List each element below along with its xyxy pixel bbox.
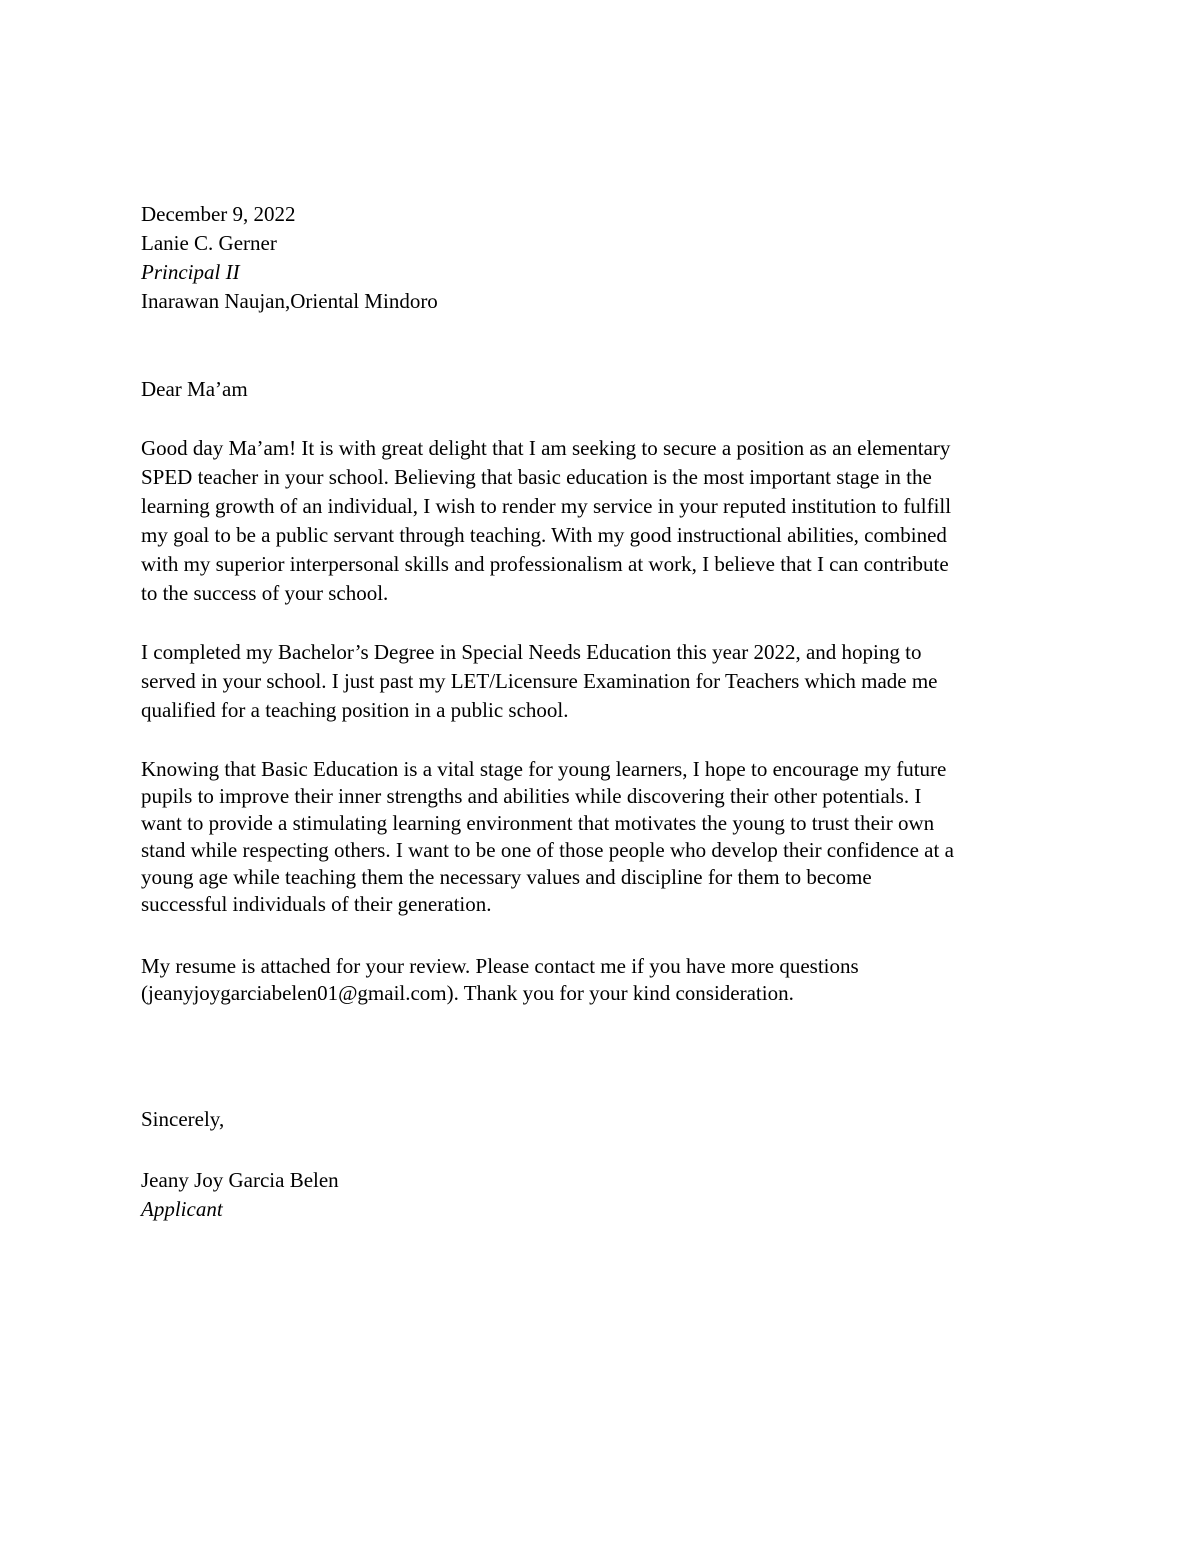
paragraph-line: served in your school. I just past my LET/Licensure Examination for Teachers which made me [141, 669, 938, 693]
recipient-address: Inarawan Naujan,Oriental Mindoro [141, 289, 438, 313]
closing-text: Sincerely, [141, 1107, 225, 1131]
paragraph-line: My resume is attached for your review. Please contact me if you have more questions [141, 954, 859, 978]
paragraph-line: young age while teaching them the necessary values and discipline for them to become [141, 865, 872, 889]
paragraph-line: with my superior interpersonal skills and professionalism at work, I believe that I can contribute [141, 552, 949, 576]
recipient-name: Lanie C. Gerner [141, 231, 277, 255]
paragraph-line: Good day Ma’am! It is with great delight that I am seeking to secure a position as an elementary [141, 436, 951, 460]
letter-header [141, 200, 438, 316]
paragraph-line: Knowing that Basic Education is a vital stage for young learners, I hope to encourage my future [141, 757, 947, 781]
paragraph-line: my goal to be a public servant through teaching. With my good instructional abilities, combined [141, 523, 947, 547]
paragraph-line: (jeanyjoygarciabelen01@gmail.com). Thank you for your kind consideration. [141, 981, 794, 1005]
paragraph-education [141, 638, 938, 725]
paragraph-line: I completed my Bachelor’s Degree in Special Needs Education this year 2022, and hoping to [141, 640, 922, 664]
recipient-title: Principal II [141, 260, 240, 284]
paragraph-line: successful individuals of their generation. [141, 892, 492, 916]
paragraph-line: learning growth of an individual, I wish to render my service in your reputed institution to fulfill [141, 494, 952, 518]
salutation [141, 375, 248, 404]
signature-name: Jeany Joy Garcia Belen [141, 1168, 339, 1192]
paragraph-line: want to provide a stimulating learning environment that motivates the young to trust their own [141, 811, 935, 835]
paragraph-line: SPED teacher in your school. Believing that basic education is the most important stage in the [141, 465, 932, 489]
paragraph-intro [141, 434, 951, 608]
salutation-text: Dear Ma’am [141, 377, 248, 401]
signature-title: Applicant [141, 1197, 223, 1221]
signature-block [141, 1166, 339, 1224]
paragraph-line: stand while respecting others. I want to be one of those people who develop their confidence at a [141, 838, 954, 862]
paragraph-line: pupils to improve their inner strengths and abilities while discovering their other potentials. I [141, 784, 922, 808]
paragraph-contact [141, 953, 859, 1007]
paragraph-line: to the success of your school. [141, 581, 389, 605]
paragraph-line: qualified for a teaching position in a public school. [141, 698, 569, 722]
letter-date: December 9, 2022 [141, 202, 296, 226]
paragraph-goals [141, 756, 954, 918]
closing [141, 1105, 224, 1134]
